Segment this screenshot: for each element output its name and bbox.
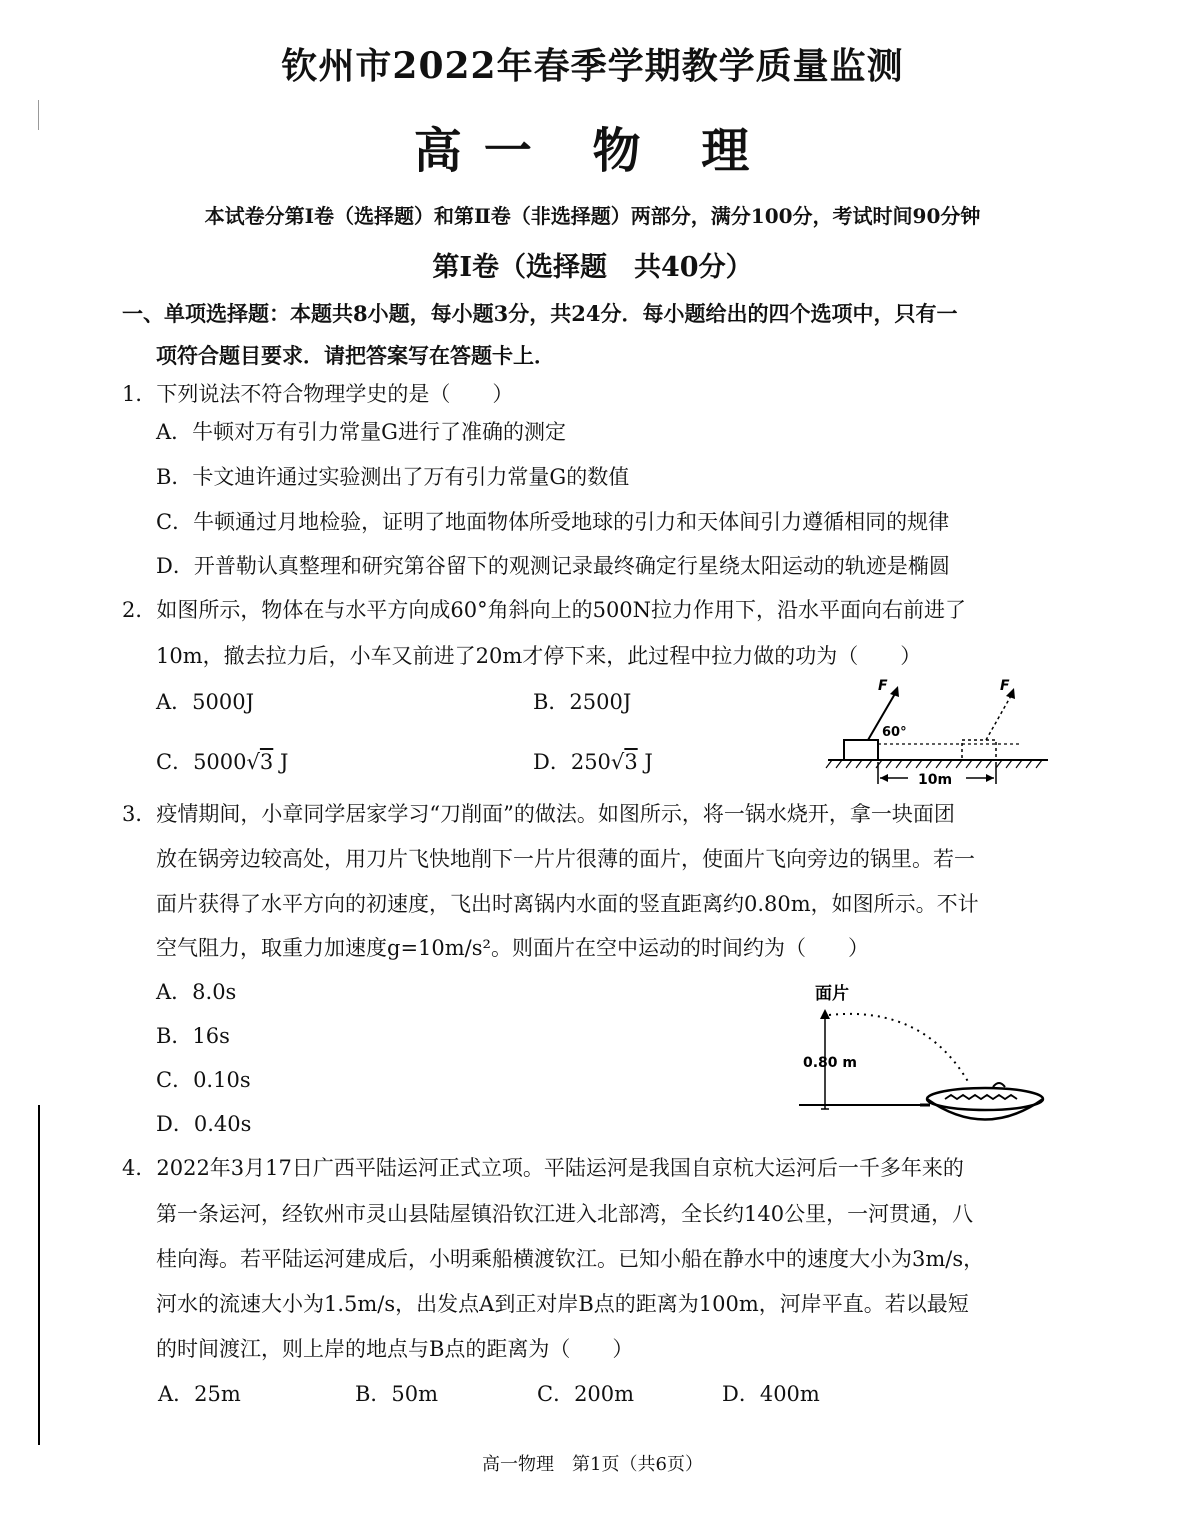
q2-option-c [156,746,288,776]
q1-option-a: A．牛顿对万有引力常量G进行了准确的测定 [156,420,566,444]
q2-option-a: A．5000J [156,690,255,714]
q3-stem-3: 面片获得了水平方向的初速度，飞出时离锅内水面的竖直距离约0.80m，如图所示。不计 [156,892,979,916]
q4-stem-2: 第一条运河，经钦州市灵山县陆屋镇沿钦江进入北部湾，全长约140公里，一河贯通，八 [156,1202,974,1226]
height-arrow-head [820,1009,830,1019]
exam-title: 钦州市2022年春季学期教学质量监测 [281,45,904,87]
ground-hatching [826,760,1042,768]
q2-option-d-root: 3 [624,750,638,774]
q2-force-diagram [820,672,1060,792]
page-footer: 高一物理 第1页（共6页） [482,1454,703,1475]
pot-lid-handle [993,1083,1005,1087]
q3-option-d: D．0.40s [156,1112,252,1136]
q2-option-b: B．2500J [533,690,632,714]
force-arrow-dashed [986,694,1012,740]
trajectory [829,1014,970,1085]
q2-option-d [533,746,653,776]
q4-stem-1: 4．2022年3月17日广西平陆运河正式立项。平陆运河是我国自京杭大运河后一千多年来的 [122,1156,964,1180]
q2-option-c-unit: J [279,750,289,774]
section-instructions-1: 一、单项选择题：本题共8小题，每小题3分，共24分．每小题给出的四个选项中，只有一 [122,301,958,326]
q1-option-c: C．牛顿通过月地检验，证明了地面物体所受地球的引力和天体间引力遵循相同的规律 [156,510,950,534]
q2-option-d-unit: J [644,750,653,774]
force-label: F [878,678,888,694]
subject-title: 高一 物 理 [413,123,772,179]
volume-heading: 第Ⅰ卷（选择题 共40分） [432,252,753,283]
q2-option-c-root: 3 [259,750,274,774]
q2-stem-2: 10m，撤去拉力后，小车又前进了20m才停下来，此过程中拉力做的功为（ ） [156,644,922,668]
sqrt-icon: √ [246,750,260,774]
pot-rim [927,1088,1043,1110]
piece-label: 面片 [815,984,849,1004]
angle-label: 60° [882,725,907,740]
q3-stem-1: 3．疫情期间，小章同学居家学习“刀削面”的做法。如图所示，将一锅水烧开，拿一块面团 [122,802,955,826]
q4-option-d: D．400m [722,1382,820,1406]
q3-option-b: B．16s [156,1024,230,1048]
q3-option-c: C．0.10s [156,1068,251,1092]
q3-stem-4: 空气阻力，取重力加速度g=10m/s²。则面片在空中运动的时间约为（ ） [156,936,869,960]
q3-noodle-diagram [795,975,1055,1125]
distance-label: 10m [918,772,953,788]
q2-option-d-prefix: D．250 [533,750,611,774]
block-start [844,740,878,760]
q4-option-c: C．200m [537,1382,635,1406]
force-arrow-head [890,686,899,697]
q4-stem-3: 桂向海。若平陆运河建成后，小明乘船横渡钦江。已知小船在静水中的速度大小为3m/s， [156,1247,985,1271]
q1-option-d: D．开普勒认真整理和研究第谷留下的观测记录最终确定行星绕太阳运动的轨迹是椭圆 [156,554,950,578]
q4-option-a: A．25m [158,1382,241,1406]
margin-line [38,1105,40,1445]
force-label-end: F [1000,678,1010,694]
q3-stem-2: 放在锅旁边较高处，用刀片飞快地削下一片片很薄的面片，使面片飞向旁边的锅里。若一 [156,847,975,871]
sqrt-icon: √ [610,750,625,774]
q3-option-a: A．8.0s [156,980,237,1004]
q2-option-c-prefix: C．5000 [156,750,247,774]
section-instructions-2: 项符合题目要求．请把答案写在答题卡上． [156,343,555,368]
height-label: 0.80 m [803,1055,858,1071]
exam-intro: 本试卷分第Ⅰ卷（选择题）和第Ⅱ卷（非选择题）两部分，满分100分，考试时间90分钟 [204,204,981,228]
q4-stem-5: 的时间渡江，则上岸的地点与B点的距离为（ ） [156,1337,634,1361]
block-end [962,740,996,760]
q4-option-b: B．50m [355,1382,439,1406]
q1-option-b: B．卡文迪许通过实验测出了万有引力常量G的数值 [156,465,630,489]
q1-stem: 1．下列说法不符合物理学史的是（ ） [122,382,514,406]
q2-stem-1: 2．如图所示，物体在与水平方向成60°角斜向上的500N拉力作用下，沿水平面向右前进了 [122,598,967,622]
q4-stem-4: 河水的流速大小为1.5m/s，出发点A到正对岸B点的距离为100m，河岸平直。若以最短 [156,1292,969,1316]
